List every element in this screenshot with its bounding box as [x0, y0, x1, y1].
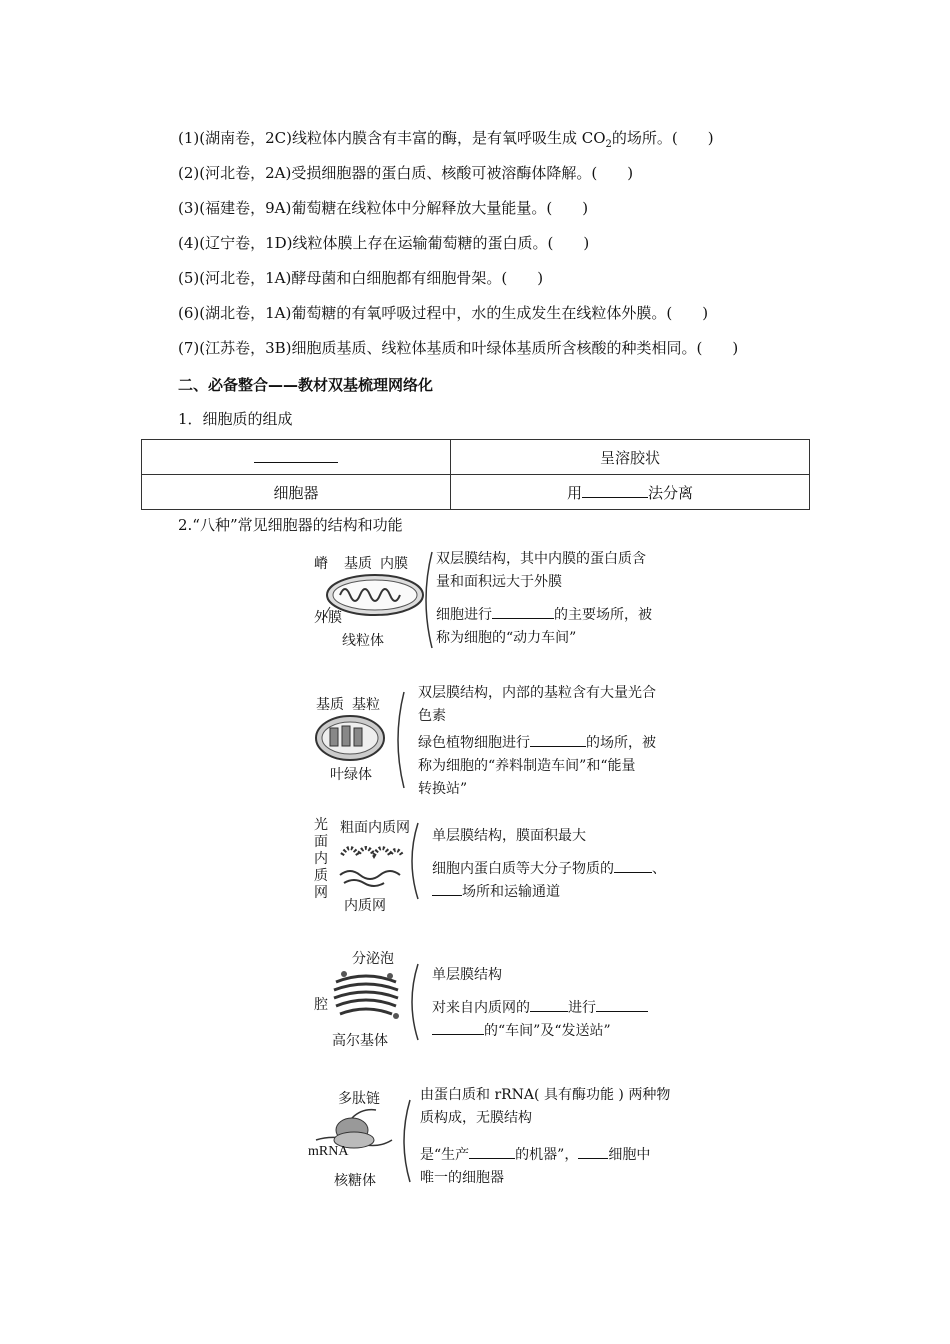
golgi-name: 高尔基体: [332, 1033, 388, 1049]
golgi-desc: 单层膜结构 对来自内质网的 进行 的“车间”及“发送站”: [432, 964, 692, 1043]
label-secretory-vesicle: 分泌泡: [352, 951, 394, 967]
question-2: (2)(河北卷，2A)受损细胞器的蛋白质、核酸可被溶酶体降解。( ): [178, 164, 634, 182]
section-title: 二、必备整合——教材双基梳理网络化: [178, 376, 434, 394]
label-stroma: 基质: [316, 697, 344, 713]
organelle-ribosome: [300, 1084, 700, 1189]
question-7: (7)(江苏卷，3B)细胞质基质、线粒体基质和叶绿体基质所含核酸的种类相同。( ): [178, 339, 739, 357]
er-desc: 单层膜结构，膜面积最大 细胞内蛋白质等大分子物质的 、 场所和运输通道: [432, 828, 666, 900]
bracket-icon: [396, 1098, 412, 1184]
cytoplasm-table: [141, 439, 810, 510]
label-rough-er: 粗面内质网: [340, 820, 410, 836]
label-outer-membrane: 外膜: [314, 610, 342, 626]
item2-title: 2.“八种”常见细胞器的结构和功能: [178, 516, 403, 534]
bracket-icon: [390, 690, 406, 790]
organelle-golgi: [300, 948, 700, 1048]
label-smooth-er: 光 面 内 质 网: [314, 817, 328, 901]
table-cell-method: 用 法分离: [451, 475, 810, 510]
mitochondrion-desc: 双层膜结构，其中内膜的蛋白质含 量和面积远大于外膜 细胞进行 的主要场所，被 称为细胞的“动力车间”: [436, 551, 652, 646]
question-5: (5)(河北卷，1A)酵母菌和白细胞都有细胞骨架。( ): [178, 269, 544, 287]
chloroplast-name: 叶绿体: [330, 767, 372, 783]
bracket-icon: [404, 962, 420, 1042]
label-cristae: 嵴: [314, 556, 328, 572]
label-grana: 基粒: [352, 697, 380, 713]
item1-title: 1．细胞质的组成: [178, 410, 293, 428]
er-illustration: [336, 835, 406, 891]
table-cell-sol: 呈溶胶状: [451, 440, 810, 475]
organelle-chloroplast: [300, 682, 700, 797]
bracket-icon: [404, 821, 420, 901]
table-cell-organelle: 细胞器: [142, 475, 451, 510]
question-3: (3)(福建卷，9A)葡萄糖在线粒体中分解释放大量能量。( ): [178, 199, 589, 217]
ribosome-desc: 由蛋白质和 rRNA( 具有酶功能 ) 两种物 质构成，无膜结构 是“生产 的机器”， 细胞中 唯一的细胞器: [420, 1087, 671, 1186]
er-name: 内质网: [344, 898, 386, 914]
organelle-mitochondrion: [300, 545, 700, 655]
table-blank-cell: [142, 440, 451, 475]
label-polypeptide: 多肽链: [338, 1091, 380, 1107]
golgi-illustration: [330, 968, 402, 1026]
question-1: (1)(湖南卷，2C)线粒体内膜含有丰富的酶，是有氧呼吸生成 $CO_2$的场所。( ): [178, 129, 714, 150]
question-4: (4)(辽宁卷，1D)线粒体膜上存在运输葡萄糖的蛋白质。( ): [178, 234, 590, 252]
ribosome-name: 核糖体: [334, 1173, 376, 1189]
organelle-er: [300, 815, 700, 915]
chloroplast-desc: 双层膜结构，内部的基粒含有大量光合 色素 绿色植物细胞进行 的场所，被 称为细胞的“养料制造车间”和“能量 转换站”: [418, 685, 656, 797]
label-inner-membrane: 内膜: [380, 556, 408, 572]
label-matrix: 基质: [344, 556, 372, 572]
mitochondrion-name: 线粒体: [342, 633, 384, 649]
label-mrna: mRNA: [308, 1144, 349, 1159]
label-lumen: 腔: [314, 997, 328, 1013]
chloroplast-illustration: [314, 712, 386, 764]
bracket-icon: [418, 550, 434, 650]
question-6: (6)(湖北卷，1A)葡萄糖的有氧呼吸过程中，水的生成发生在线粒体外膜。( ): [178, 304, 709, 322]
